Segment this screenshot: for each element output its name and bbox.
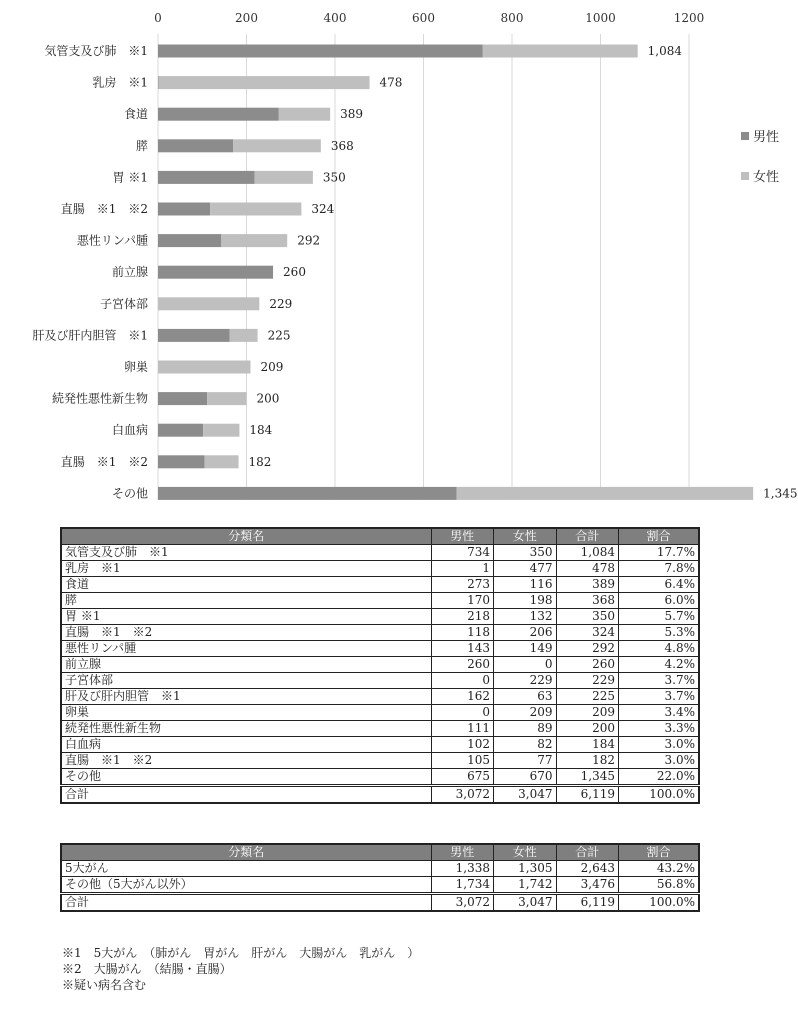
category-label: 直腸 ※1 ※2 bbox=[60, 454, 148, 469]
bar-male bbox=[158, 487, 457, 500]
category-cell: 乳房 ※1 bbox=[61, 561, 431, 577]
value-cell: 389 bbox=[556, 577, 619, 593]
value-cell: 22.0% bbox=[619, 769, 700, 786]
total-label: 260 bbox=[283, 265, 306, 280]
table-row bbox=[61, 689, 699, 705]
category-label: 食道 bbox=[123, 107, 148, 122]
table-row bbox=[61, 609, 699, 625]
category-cell: 続発性悪性新生物 bbox=[61, 721, 431, 737]
value-cell: 143 bbox=[431, 641, 494, 657]
value-cell: 1,084 bbox=[556, 545, 619, 561]
value-cell: 3,047 bbox=[494, 894, 557, 912]
value-cell: 89 bbox=[494, 721, 557, 737]
value-cell: 350 bbox=[494, 545, 557, 561]
cancer-breakdown-table bbox=[60, 527, 700, 804]
bar-female bbox=[207, 392, 246, 405]
x-tick-label: 1000 bbox=[585, 11, 616, 25]
category-label: その他 bbox=[111, 486, 148, 501]
value-cell: 350 bbox=[556, 609, 619, 625]
value-cell: 6,119 bbox=[556, 894, 619, 912]
category-label: 白血病 bbox=[111, 423, 148, 438]
value-cell: 182 bbox=[556, 753, 619, 769]
category-label: 子宮体部 bbox=[99, 296, 148, 311]
value-cell: 1,305 bbox=[494, 861, 557, 877]
table-row bbox=[61, 641, 699, 657]
total-label: 324 bbox=[311, 202, 335, 216]
value-cell: 3.7% bbox=[619, 689, 700, 705]
value-cell: 229 bbox=[494, 673, 557, 689]
total-label: 209 bbox=[260, 360, 284, 374]
value-cell: 3.4% bbox=[619, 705, 700, 721]
category-label: 悪性リンパ腫 bbox=[76, 233, 148, 248]
value-cell: 3.3% bbox=[619, 721, 700, 737]
table-row bbox=[61, 861, 699, 877]
table-row bbox=[61, 657, 699, 673]
legend-swatch bbox=[741, 172, 749, 180]
column-header: 女性 bbox=[494, 528, 557, 545]
category-cell: その他 bbox=[61, 769, 431, 786]
x-tick-label: 600 bbox=[412, 11, 435, 25]
category-label: 肝及び肝内胆管 ※1 bbox=[32, 328, 148, 343]
bar-male bbox=[158, 108, 279, 121]
value-cell: 1,345 bbox=[556, 769, 619, 786]
category-label: 気管支及び肺 ※1 bbox=[44, 44, 148, 58]
value-cell: 6.4% bbox=[619, 577, 700, 593]
table-row bbox=[61, 721, 699, 737]
value-cell: 118 bbox=[431, 625, 494, 641]
value-cell: 162 bbox=[431, 689, 494, 705]
x-tick-label: 800 bbox=[500, 11, 524, 25]
value-cell: 43.2% bbox=[619, 861, 700, 877]
value-cell: 184 bbox=[556, 737, 619, 753]
value-cell: 477 bbox=[494, 561, 557, 577]
value-cell: 5.7% bbox=[619, 609, 700, 625]
total-label: 225 bbox=[267, 328, 291, 343]
bar-female bbox=[204, 455, 238, 468]
table-row bbox=[61, 753, 699, 769]
value-cell: 0 bbox=[494, 657, 557, 673]
bar-female bbox=[158, 361, 250, 374]
value-cell: 324 bbox=[556, 625, 619, 641]
value-cell: 105 bbox=[431, 753, 494, 769]
value-cell: 100.0% bbox=[619, 786, 700, 804]
bar-male bbox=[158, 234, 221, 247]
table-row bbox=[61, 593, 699, 609]
category-label: 直腸 ※1 ※2 bbox=[60, 202, 148, 216]
category-cell: 合計 bbox=[61, 894, 431, 912]
category-cell: 5大がん bbox=[61, 861, 431, 877]
value-cell: 478 bbox=[556, 561, 619, 577]
value-cell: 1,338 bbox=[431, 861, 494, 877]
bar-female bbox=[210, 203, 301, 216]
x-tick-label: 200 bbox=[235, 11, 258, 25]
value-cell: 0 bbox=[431, 705, 494, 721]
column-header: 割合 bbox=[619, 844, 700, 861]
column-header: 分類名 bbox=[61, 844, 431, 861]
total-label: 200 bbox=[256, 391, 280, 406]
value-cell: 3,476 bbox=[556, 877, 619, 894]
bar-male bbox=[158, 455, 204, 468]
five-major-cancers-table bbox=[60, 843, 700, 912]
total-label: 350 bbox=[322, 170, 346, 185]
column-header: 男性 bbox=[431, 844, 494, 861]
value-cell: 170 bbox=[431, 593, 494, 609]
bar-female bbox=[457, 487, 753, 500]
column-header: 割合 bbox=[619, 528, 700, 545]
value-cell: 4.2% bbox=[619, 657, 700, 673]
bar-female bbox=[254, 171, 312, 184]
value-cell: 63 bbox=[494, 689, 557, 705]
value-cell: 225 bbox=[556, 689, 619, 705]
value-cell: 5.3% bbox=[619, 625, 700, 641]
total-label: 389 bbox=[340, 107, 364, 122]
value-cell: 2,643 bbox=[556, 861, 619, 877]
category-cell: 悪性リンパ腫 bbox=[61, 641, 431, 657]
table-row bbox=[61, 545, 699, 561]
value-cell: 3,047 bbox=[494, 786, 557, 804]
total-label: 184 bbox=[249, 423, 273, 438]
value-cell: 218 bbox=[431, 609, 494, 625]
value-cell: 368 bbox=[556, 593, 619, 609]
total-row bbox=[61, 786, 699, 804]
value-cell: 6,119 bbox=[556, 786, 619, 804]
category-label: 胃 ※1 bbox=[112, 170, 148, 185]
value-cell: 102 bbox=[431, 737, 494, 753]
value-cell: 1,742 bbox=[494, 877, 557, 894]
value-cell: 7.8% bbox=[619, 561, 700, 577]
value-cell: 209 bbox=[494, 705, 557, 721]
bar-male bbox=[158, 171, 254, 184]
value-cell: 1 bbox=[431, 561, 494, 577]
value-cell: 17.7% bbox=[619, 545, 700, 561]
footnote: ※1 5大がん （肺がん 胃がん 肝がん 大腸がん 乳がん ） bbox=[62, 946, 420, 960]
table-row bbox=[61, 705, 699, 721]
total-label: 182 bbox=[248, 454, 272, 469]
value-cell: 6.0% bbox=[619, 593, 700, 609]
value-cell: 200 bbox=[556, 721, 619, 737]
value-cell: 77 bbox=[494, 753, 557, 769]
category-label: 続発性悪性新生物 bbox=[51, 391, 148, 406]
total-row bbox=[61, 894, 699, 912]
category-cell: 気管支及び肺 ※1 bbox=[61, 545, 431, 561]
category-label: 乳房 ※1 bbox=[92, 75, 148, 90]
category-label: 卵巣 bbox=[123, 360, 148, 374]
total-label: 1,084 bbox=[647, 44, 683, 58]
value-cell: 1,734 bbox=[431, 877, 494, 894]
bar-female bbox=[233, 139, 321, 152]
column-header: 男性 bbox=[431, 528, 494, 545]
category-label: 膵 bbox=[135, 138, 148, 153]
legend-label: 男性 bbox=[753, 130, 780, 145]
value-cell: 56.8% bbox=[619, 877, 700, 894]
table-row bbox=[61, 877, 699, 894]
value-cell: 3,072 bbox=[431, 786, 494, 804]
value-cell: 116 bbox=[494, 577, 557, 593]
value-cell: 260 bbox=[556, 657, 619, 673]
column-header: 合計 bbox=[556, 528, 619, 545]
category-cell: 子宮体部 bbox=[61, 673, 431, 689]
x-tick-label: 0 bbox=[154, 11, 162, 25]
bar-male bbox=[158, 45, 483, 58]
value-cell: 206 bbox=[494, 625, 557, 641]
bar-female bbox=[203, 424, 239, 437]
bar-female bbox=[158, 297, 259, 310]
value-cell: 82 bbox=[494, 737, 557, 753]
legend-swatch bbox=[741, 132, 749, 140]
total-label: 478 bbox=[379, 75, 403, 90]
column-header: 分類名 bbox=[61, 528, 431, 545]
value-cell: 100.0% bbox=[619, 894, 700, 912]
value-cell: 670 bbox=[494, 769, 557, 786]
value-cell: 675 bbox=[431, 769, 494, 786]
bar-female bbox=[279, 108, 330, 121]
value-cell: 3.7% bbox=[619, 673, 700, 689]
table-row bbox=[61, 737, 699, 753]
bar-male bbox=[158, 203, 210, 216]
column-header: 合計 bbox=[556, 844, 619, 861]
value-cell: 4.8% bbox=[619, 641, 700, 657]
total-label: 229 bbox=[269, 296, 293, 311]
value-cell: 209 bbox=[556, 705, 619, 721]
value-cell: 229 bbox=[556, 673, 619, 689]
category-cell: 肝及び肝内胆管 ※1 bbox=[61, 689, 431, 705]
footnotes bbox=[62, 945, 419, 993]
value-cell: 0 bbox=[431, 673, 494, 689]
category-cell: 食道 bbox=[61, 577, 431, 593]
total-label: 292 bbox=[297, 233, 321, 248]
x-tick-label: 1200 bbox=[673, 11, 705, 25]
bar-male bbox=[158, 392, 207, 405]
table-row bbox=[61, 769, 699, 786]
value-cell: 198 bbox=[494, 593, 557, 609]
table-row bbox=[61, 577, 699, 593]
bar-male bbox=[158, 329, 230, 342]
category-cell: その他（5大がん以外） bbox=[61, 877, 431, 894]
value-cell: 132 bbox=[494, 609, 557, 625]
bar-male bbox=[158, 424, 203, 437]
footnote: ※2 大腸がん （結腸・直腸） bbox=[62, 962, 232, 976]
category-cell: 白血病 bbox=[61, 737, 431, 753]
value-cell: 3.0% bbox=[619, 737, 700, 753]
total-label: 368 bbox=[330, 138, 354, 153]
column-header: 女性 bbox=[494, 844, 557, 861]
legend-label: 女性 bbox=[753, 170, 780, 185]
category-cell: 膵 bbox=[61, 593, 431, 609]
bar-male bbox=[158, 139, 233, 152]
x-tick-label: 400 bbox=[323, 11, 347, 25]
value-cell: 734 bbox=[431, 545, 494, 561]
category-cell: 前立腺 bbox=[61, 657, 431, 673]
bar-male bbox=[158, 266, 273, 279]
value-cell: 111 bbox=[431, 721, 494, 737]
table-row bbox=[61, 673, 699, 689]
category-label: 前立腺 bbox=[111, 265, 148, 280]
category-cell: 合計 bbox=[61, 786, 431, 804]
bar-female bbox=[483, 45, 638, 58]
bar-female bbox=[230, 329, 258, 342]
value-cell: 3.0% bbox=[619, 753, 700, 769]
value-cell: 273 bbox=[431, 577, 494, 593]
category-cell: 胃 ※1 bbox=[61, 609, 431, 625]
value-cell: 260 bbox=[431, 657, 494, 673]
total-label: 1,345 bbox=[763, 486, 798, 501]
footnote: ※疑い病名含む bbox=[62, 978, 147, 992]
value-cell: 149 bbox=[494, 641, 557, 657]
category-cell: 卵巣 bbox=[61, 705, 431, 721]
value-cell: 292 bbox=[556, 641, 619, 657]
table-row bbox=[61, 561, 699, 577]
bar-female bbox=[158, 76, 369, 89]
category-cell: 直腸 ※1 ※2 bbox=[61, 753, 431, 769]
value-cell: 3,072 bbox=[431, 894, 494, 912]
category-cell: 直腸 ※1 ※2 bbox=[61, 625, 431, 641]
bar-female bbox=[221, 234, 287, 247]
table-row bbox=[61, 625, 699, 641]
